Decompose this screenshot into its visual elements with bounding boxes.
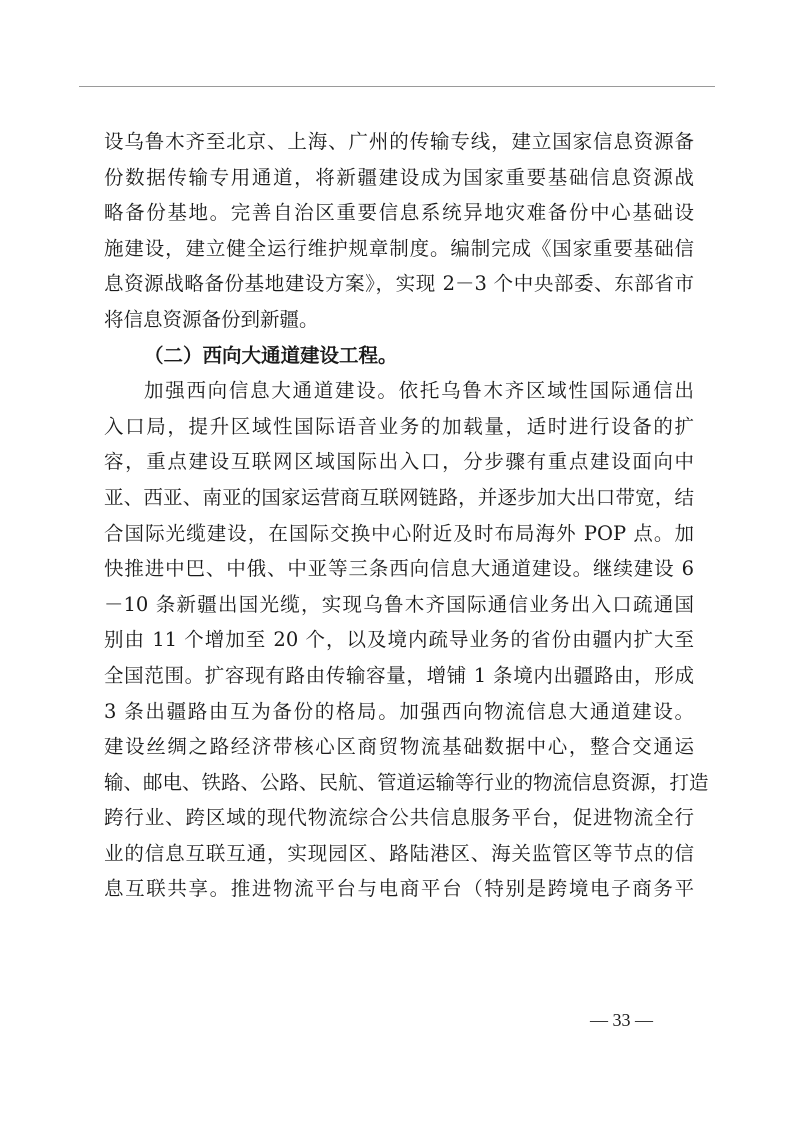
text-line: 别由 11 个增加至 20 个，以及境内疏导业务的省份由疆内扩大至 — [104, 628, 694, 652]
text-line: 合国际光缆建设，在国际交换中心附近及时布局海外 POP 点。加 — [104, 521, 694, 545]
section-heading: （二）西向大通道建设工程。 — [144, 343, 398, 367]
text-line: 3 条出疆路由互为备份的格局。加强西向物流信息大通道建设。 — [104, 699, 694, 723]
text-line: 亚、西亚、南亚的国家运营商互联网链路，并逐步加大出口带宽，结 — [104, 485, 694, 509]
text-line: 输、邮电、铁路、公路、民航、管道运输等行业的物流信息资源，打造 — [104, 770, 709, 794]
text-line: 略备份基地。完善自治区重要信息系统异地灾难备份中心基础设 — [104, 201, 694, 225]
text-line: 跨行业、跨区域的现代物流综合公共信息服务平台，促进物流全行 — [104, 806, 694, 830]
paragraph-first-line: 加强西向信息大通道建设。依托乌鲁木齐区域性国际通信出 — [144, 379, 694, 403]
text-line: 业的信息互联互通，实现园区、路陆港区、海关监管区等节点的信 — [104, 841, 694, 865]
page-number: — 33 — — [590, 1010, 653, 1030]
text-line: 息资源战略备份基地建设方案》，实现 2－3 个中央部委、东部省市 — [104, 272, 694, 296]
text-line: 份数据传输专用通道，将新疆建设成为国家重要基础信息资源战 — [104, 165, 694, 189]
text-line: 容，重点建设互联网区域国际出入口，分步骤有重点建设面向中 — [104, 450, 694, 474]
text-line: 快推进中巴、中俄、中亚等三条西向信息大通道建设。继续建设 6 — [104, 557, 694, 581]
header-rule — [79, 86, 715, 87]
text-line: 施建设，建立健全运行维护规章制度。编制完成《国家重要基础信 — [104, 236, 694, 260]
text-line: 设乌鲁木齐至北京、上海、广州的传输专线，建立国家信息资源备 — [104, 130, 694, 153]
text-line: 入口局，提升区域性国际语音业务的加载量，适时进行设备的扩 — [104, 414, 694, 438]
document-body — [104, 124, 709, 907]
text-line: －10 条新疆出国光缆，实现乌鲁木齐国际通信业务出入口疏通国 — [104, 592, 694, 616]
text-line: 息互联共享。推进物流平台与电商平台（特别是跨境电子商务平 — [104, 877, 694, 901]
text-line: 建设丝绸之路经济带核心区商贸物流基础数据中心，整合交通运 — [104, 735, 694, 759]
text-line: 全国范围。扩容现有路由传输容量，增铺 1 条境内出疆路由，形成 — [104, 663, 694, 687]
text-line: 将信息资源备份到新疆。 — [104, 307, 319, 331]
